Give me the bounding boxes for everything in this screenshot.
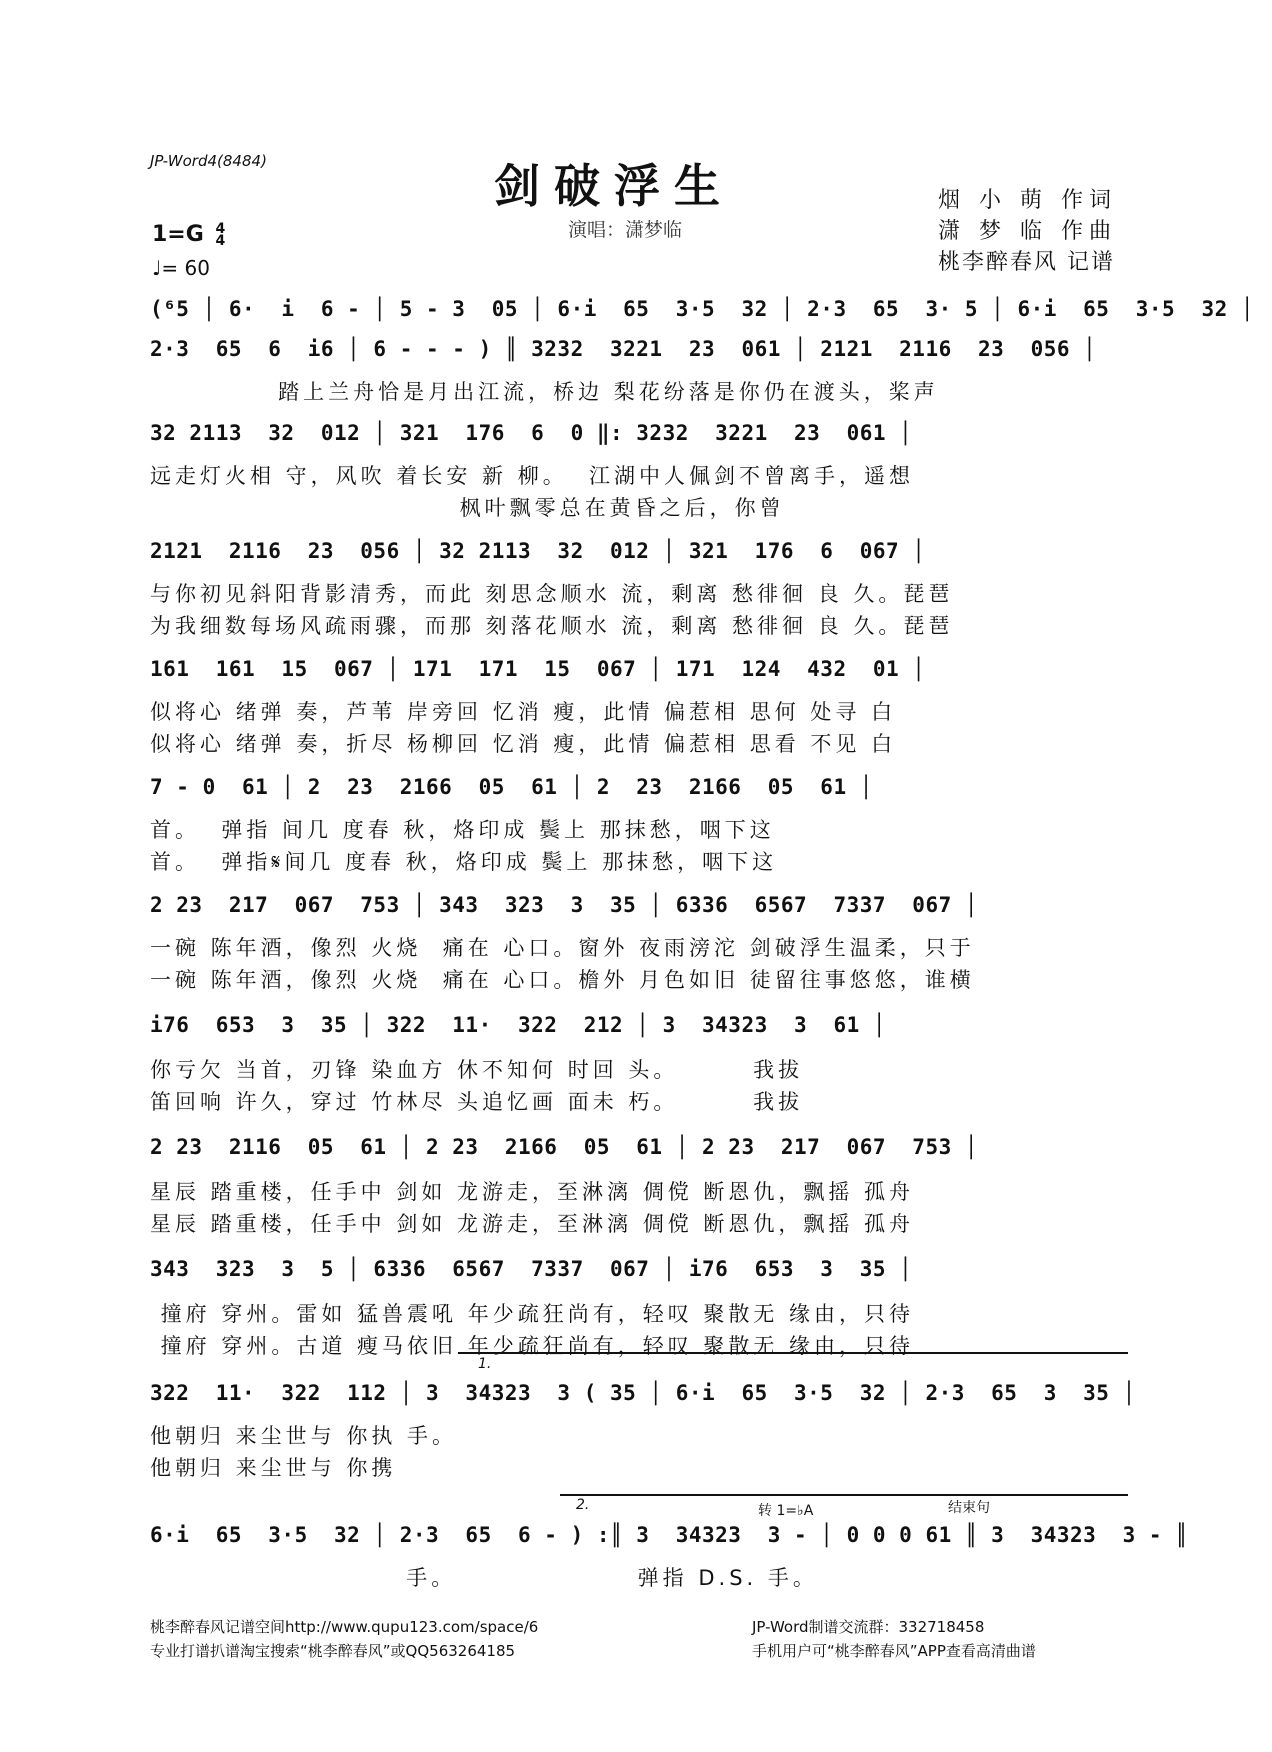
- singer-credit: 演唱：潇梦临: [568, 219, 683, 241]
- footer-left-line-1: 桃李醉春风记谱空间http://www.qupu123.com/space/6: [150, 1618, 539, 1636]
- score-notes-line-3: 32 2113 32 012 │ 321 176 6 0 ‖: 3232 3221 23 061 │: [150, 421, 913, 445]
- lyrics-line-8-verse-1: 你亏欠 当首，刃锋 染血方 休不知何 时回 头。 我拔: [150, 1058, 804, 1082]
- score-notes-line-10: 343 323 3 5 │ 6336 6567 7337 067 │ i76 653 3 35 │: [150, 1257, 913, 1281]
- lyrics-line-2-verse-1: 踏上兰舟恰是月出江流，桥边 梨花纷落是你仍在渡头，桨声: [150, 380, 939, 404]
- volta-2-label: 2.: [576, 1497, 590, 1513]
- lyrics-line-8-verse-2: 笛回响 许久，穿过 竹林尽 头追忆画 面未 朽。 我拔: [150, 1090, 804, 1114]
- lyrics-line-11-verse-1: 他朝归 来尘世与 你执 手。: [150, 1424, 458, 1448]
- lyrics-line-3-verse-2: 枫叶飘零总在黄昏之后，你曾: [150, 496, 785, 520]
- lyrics-line-3-verse-1: 远走灯火相 守，风吹 着长安 新 柳。 江湖中人佩剑不曾离手，遥想: [150, 464, 915, 488]
- lyrics-line-5-verse-1: 似将心 绪弹 奏，芦苇 岸旁回 忆消 瘦，此情 偏惹相 思何 处寻 白: [150, 700, 897, 724]
- time-signature: [215, 223, 225, 247]
- transcriber-credit: 桃李醉春风 记谱: [938, 250, 1115, 275]
- score-notes-line-5: 161 161 15 067 │ 171 171 15 067 │ 171 124 432 01 │: [150, 657, 926, 681]
- lyrics-line-10-verse-1: 撞府 穿州。雷如 猛兽震吼 年少疏狂尚有，轻叹 聚散无 缘由，只待: [150, 1302, 915, 1326]
- score-notes-line-12: 6·i 65 3·5 32 │ 2·3 65 6 - ) :║ 3 34323 3 - │ 0 0 0 61 ║ 3 34323 3 - ║: [150, 1523, 1189, 1547]
- lyrics-line-9-verse-1: 星辰 踏重楼，任手中 剑如 龙游走，至淋漓 倜傥 断恩仇，飘摇 孤舟: [150, 1180, 915, 1204]
- lyrics-line-11-verse-2: 他朝归 来尘世与 你携: [150, 1456, 397, 1480]
- lyrics-line-4-verse-2: 为我细数每场风疏雨骤，而那 刻落花顺水 流，剩离 愁徘徊 良 久。琵琶: [150, 614, 954, 638]
- volta-1-label: 1.: [478, 1356, 492, 1372]
- software-version: JP-Word4(8484): [150, 152, 267, 170]
- score-notes-line-8: i76 653 3 35 │ 322 11· 322 212 │ 3 34323 3 61 │: [150, 1013, 887, 1037]
- lyrics-line-4-verse-1: 与你初见斜阳背影清秀，而此 刻思念顺水 流，剩离 愁徘徊 良 久。琵琶: [150, 582, 954, 606]
- coda-mark: 结束句: [948, 1500, 990, 1516]
- footer-right-line-1: JP-Word制谱交流群：332718458: [752, 1618, 985, 1636]
- volta-1-bracket: [458, 1352, 1128, 1354]
- footer-right-line-2: 手机用户可“桃李醉春风”APP查看高清曲谱: [752, 1642, 1036, 1660]
- lyrics-line-5-verse-2: 似将心 绪弹 奏，折尽 杨柳回 忆消 瘦，此情 偏惹相 思看 不见 白: [150, 732, 897, 756]
- key-signature: [152, 222, 225, 247]
- lyrics-line-7-verse-2: 一碗 陈年酒，像烈 火烧 痛在 心口。檐外 月色如旧 徒留往事悠悠，谁横: [150, 968, 975, 992]
- lyrics-line-9-verse-2: 星辰 踏重楼，任手中 剑如 龙游走，至淋漓 倜傥 断恩仇，飘摇 孤舟: [150, 1212, 915, 1236]
- score-notes-line-9: 2 23 2116 05 61 │ 2 23 2166 05 61 │ 2 23 217 067 753 │: [150, 1135, 979, 1159]
- score-notes-line-4: 2121 2116 23 056 │ 32 2113 32 012 │ 321 176 6 067 │: [150, 539, 926, 563]
- key-label: 1=G: [152, 222, 204, 247]
- score-notes-line-11: 322 11· 322 112 │ 3 34323 3 ( 35 │ 6·i 65 3·5 32 │ 2·3 65 3 35 │: [150, 1381, 1136, 1405]
- lyricist-credit: 烟 小 萌 作词: [938, 188, 1117, 213]
- lyrics-line-7-verse-1: 一碗 陈年酒，像烈 火烧 痛在 心口。窗外 夜雨滂沱 剑破浮生温柔，只于: [150, 936, 975, 960]
- score-notes-line-7: 2 23 217 067 753 │ 343 323 3 35 │ 6336 6567 7337 067 │: [150, 893, 979, 917]
- lyrics-line-12-verse-1: 手。 弹指 D.S. 手。: [150, 1566, 818, 1590]
- tempo-marking: ♩= 60: [152, 256, 210, 280]
- lyrics-line-6-verse-1: 首。 弹指 间几 度春 秋，烙印成 鬓上 那抹愁，咽下这: [150, 818, 775, 842]
- volta-2-bracket: [560, 1494, 1128, 1496]
- score-notes-line-2: 2·3 65 6 i6 │ 6 - - - ) ║ 3232 3221 23 061 │ 2121 2116 23 056 │: [150, 337, 1097, 361]
- lyrics-line-10-verse-2: 撞府 穿州。古道 瘦马依旧 年少疏狂尚有，轻叹 聚散无 缘由，只待: [150, 1334, 915, 1358]
- score-notes-line-6: 7 - 0 61 │ 2 23 2166 05 61 │ 2 23 2166 05 61 │: [150, 775, 873, 799]
- lyrics-line-6-verse-2: 首。 弹指𝄋间几 度春 秋，烙印成 鬓上 那抹愁，咽下这: [150, 850, 778, 874]
- score-notes-line-1: (⁶5 │ 6· i 6 - │ 5 - 3 05 │ 6·i 65 3·5 32 │ 2·3 65 3· 5 │ 6·i 65 3·5 32 │: [150, 297, 1255, 321]
- footer-left-line-2: 专业打谱扒谱淘宝搜索“桃李醉春风”或QQ563264185: [150, 1642, 516, 1660]
- song-title: 剑破浮生: [494, 159, 734, 213]
- composer-credit: 潇 梦 临 作曲: [938, 219, 1117, 244]
- modulation-mark: 转 1=♭A: [758, 1503, 814, 1519]
- time-top: 4: [215, 221, 226, 237]
- time-bottom: 4: [215, 233, 226, 249]
